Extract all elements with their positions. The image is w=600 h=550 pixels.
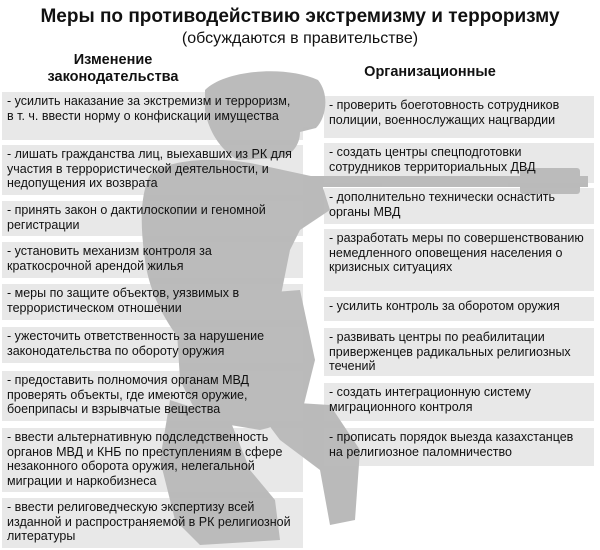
main-title: Меры по противодействию экстремизму и терроризму	[40, 6, 560, 27]
right-column-heading: Организационные	[364, 64, 496, 80]
measure-item: - ужесточить ответственность за нарушение законодательства по обороту оружия	[2, 327, 303, 363]
measure-item: - создать интеграционную систему миграционного контроля	[324, 383, 594, 421]
measure-item: - усилить наказание за экстремизм и терроризм, в т. ч. ввести норму о конфискации имущества	[2, 92, 303, 140]
measure-item: - лишать гражданства лиц, выехавших из РК для участия в террористической деятельности, и недопущения их возврата	[2, 145, 303, 195]
measure-item: - проверить боеготовность сотрудников полиции, военнослужащих нацгвардии	[324, 96, 594, 138]
measure-item: - дополнительно технически оснастить органы МВД	[324, 188, 594, 224]
measure-item: - ввести религоведческую экспертизу всей изданной и распространяемой в РК религиозной литературы	[2, 498, 303, 548]
measure-item: - предоставить полномочия органам МВД проверять объекты, где имеются оружие, боеприпасы и взрывчатые вещества	[2, 371, 303, 421]
measure-item: - установить механизм контроля за краткосрочной арендой жилья	[2, 242, 303, 278]
measure-item: - прописать порядок выезда казахстанцев на религиозное паломничество	[324, 428, 594, 466]
measure-item: - ввести альтернативную подследственность органов МВД и КНБ по преступлениям в сфере незаконного оборота оружия, нелегальной миграции и наркобизнеса	[2, 428, 303, 492]
left-column-heading: Изменение законодательства	[47, 52, 179, 85]
measure-item: - меры по защите объектов, уязвимых в террористическом отношении	[2, 284, 303, 320]
measure-item: - усилить контроль за оборотом оружия	[324, 297, 594, 321]
measure-item: - создать центры спецподготовки сотрудников территориальных ДВД	[324, 143, 594, 183]
measure-item: - развивать центры по реабилитации приверженцев радикальных религиозных течений	[324, 328, 594, 376]
measure-item: - разработать меры по совершенствованию немедленного оповещения населения о кризисных ситуациях	[324, 229, 594, 291]
measure-item: - принять закон о дактилоскопии и геномной регистрации	[2, 201, 303, 236]
subtitle: (обсуждаются в правительстве)	[181, 30, 419, 47]
